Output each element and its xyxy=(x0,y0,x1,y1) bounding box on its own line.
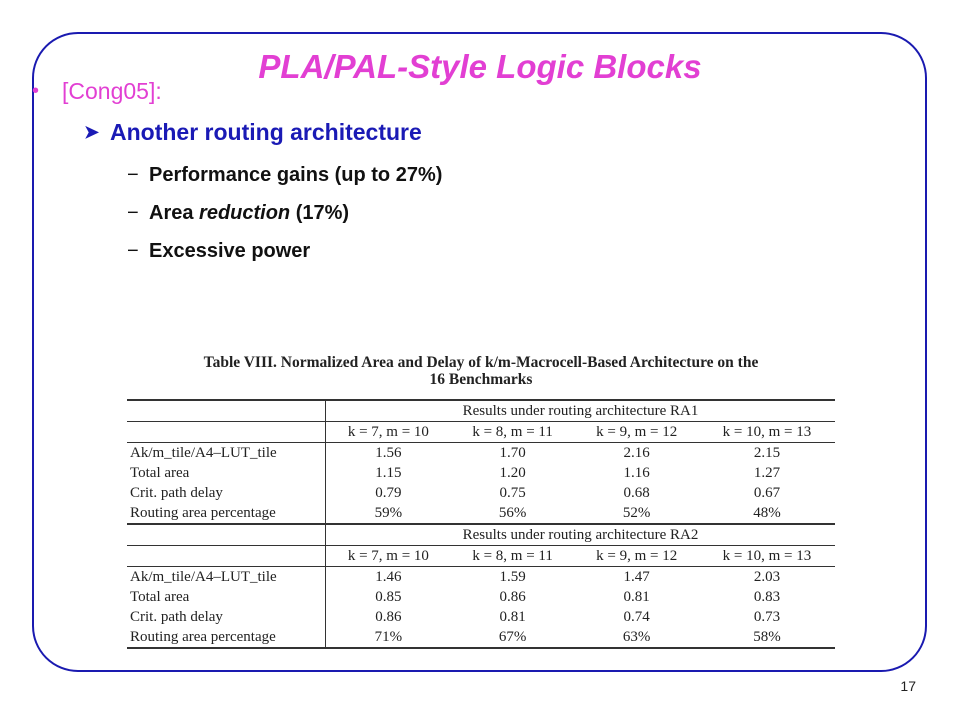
table-row-label: Crit. path delay xyxy=(130,485,223,501)
table-cell: 0.86 xyxy=(326,607,451,627)
table-column-header-row xyxy=(127,546,835,567)
table-column-header: k = 10, m = 13 xyxy=(699,422,835,443)
table-cell: 2.03 xyxy=(699,567,835,588)
table-cell: 2.16 xyxy=(574,443,699,464)
dash-icon: − xyxy=(127,240,139,262)
point-item xyxy=(127,232,442,270)
point-item xyxy=(127,194,442,232)
bullet-dot-icon: • xyxy=(32,80,40,102)
table-cell: 1.70 xyxy=(451,443,575,464)
table-row xyxy=(127,627,835,648)
sub-bullet-text: Another routing architecture xyxy=(110,119,422,145)
results-table-image xyxy=(120,352,842,656)
table-row-label: Total area xyxy=(130,589,190,605)
table-cell: 0.85 xyxy=(326,587,451,607)
table-cell: 59% xyxy=(326,503,451,524)
table-cell: 1.47 xyxy=(574,567,699,588)
table-cell: 0.79 xyxy=(326,483,451,503)
table-row-label: Ak/m_tile/A4–LUT_tile xyxy=(127,567,326,588)
table-row xyxy=(127,567,835,588)
table-cell: 0.68 xyxy=(623,485,650,501)
table-column-header: k = 9, m = 12 xyxy=(574,422,699,443)
table-row xyxy=(127,443,835,464)
table-cell: 0.73 xyxy=(753,609,781,625)
arrow-bullet-icon: ➤ xyxy=(84,122,100,142)
table-cell: 1.16 xyxy=(623,465,650,481)
table-cell: 48% xyxy=(753,505,781,521)
table-row-label: Ak/m_tile/A4–LUT_tile xyxy=(127,443,326,464)
table-cell: 1.20 xyxy=(499,465,526,481)
table-column-header: k = 8, m = 11 xyxy=(451,422,575,443)
table-caption-line: Table VIII. Normalized Area and Delay of k/m-Macrocell-Based Architecture on the xyxy=(203,354,759,371)
point-text: Area reduction (17%) xyxy=(149,202,350,224)
table-cell: 0.83 xyxy=(753,589,781,605)
table-row-label: Total area xyxy=(130,465,190,481)
table-cell: 56% xyxy=(498,505,527,521)
table-caption-line: 16 Benchmarks xyxy=(429,371,533,388)
table-section-heading: Results under routing architecture RA1 xyxy=(326,400,836,422)
table-column-header: k = 7, m = 10 xyxy=(326,546,451,567)
table-cell: 0.86 xyxy=(499,589,526,605)
table-cell: 0.67 xyxy=(753,485,781,501)
bullet-text: [Cong05]: xyxy=(62,78,162,104)
table-column-header: k = 8, m = 11 xyxy=(451,546,575,567)
table-caption xyxy=(120,352,842,388)
table-row xyxy=(127,607,835,627)
table-cell: 63% xyxy=(574,627,699,648)
dash-icon: − xyxy=(127,164,139,186)
table-row-label: Routing area percentage xyxy=(127,627,326,648)
page-number: 17 xyxy=(900,678,916,694)
table-row xyxy=(127,587,835,607)
sub-bullet-item xyxy=(84,117,422,147)
table-cell: 52% xyxy=(622,505,651,521)
table-column-header: k = 7, m = 10 xyxy=(326,422,451,443)
table-row xyxy=(127,463,835,483)
table-cell: 1.56 xyxy=(326,443,451,464)
table-cell: 1.15 xyxy=(326,463,451,483)
table-cell: 0.74 xyxy=(623,609,650,625)
table-column-header: k = 10, m = 13 xyxy=(699,546,835,567)
table-row-label: Crit. path delay xyxy=(130,609,223,625)
point-item xyxy=(127,156,442,194)
point-text: Excessive power xyxy=(149,240,311,262)
bullet-item xyxy=(32,76,162,106)
table-cell: 1.46 xyxy=(326,567,451,588)
results-table xyxy=(127,399,835,649)
dash-icon: − xyxy=(127,202,139,224)
table-column-header: k = 9, m = 12 xyxy=(574,546,699,567)
table-cell: 0.81 xyxy=(623,589,650,605)
table-cell: 71% xyxy=(326,627,451,648)
slide-title: PLA/PAL-Style Logic Blocks xyxy=(258,48,702,85)
table-row xyxy=(127,503,835,524)
table-cell: 1.59 xyxy=(451,567,575,588)
table-section-heading-row xyxy=(127,400,835,422)
point-text: Performance gains (up to 27%) xyxy=(149,164,443,186)
table-column-header-row xyxy=(127,422,835,443)
table-row xyxy=(127,483,835,503)
table-cell: 58% xyxy=(699,627,835,648)
table-row-label: Routing area percentage xyxy=(130,505,276,521)
table-cell: 67% xyxy=(451,627,575,648)
table-section-heading: Results under routing architecture RA2 xyxy=(326,524,836,546)
table-section-heading-row xyxy=(127,524,835,546)
table-cell: 0.81 xyxy=(499,609,526,625)
table-cell: 2.15 xyxy=(699,443,835,464)
point-list xyxy=(127,156,442,270)
table-cell: 1.27 xyxy=(753,465,781,481)
table-cell: 0.75 xyxy=(499,485,526,501)
